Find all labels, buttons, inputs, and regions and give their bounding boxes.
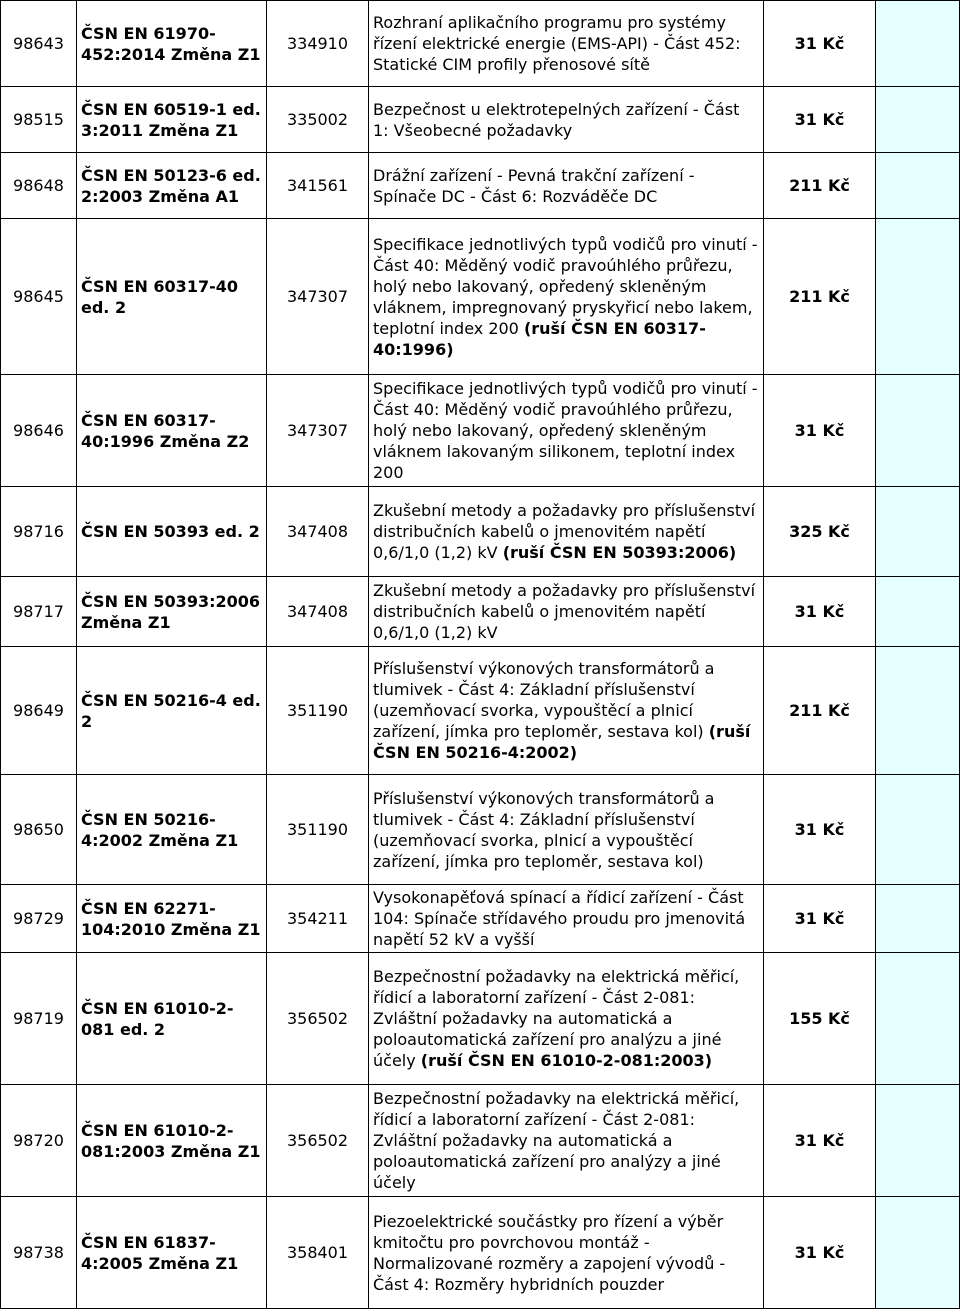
row-id: 98645 xyxy=(1,219,77,375)
table-row xyxy=(1,1197,960,1309)
description-text: Příslušenství výkonových transformátorů a tlumivek - Část 4: Základní příslušenství (uzemňovací svorka, plnicí a vypouštěcí zařízení, jímka pro teploměr, sestava kol) xyxy=(373,788,715,871)
price: 31 Kč xyxy=(764,1197,876,1309)
table-row xyxy=(1,487,960,577)
description-text: Zkušební metody a požadavky pro příslušenství distribučních kabelů o jmenovitém napětí 0,6/1,0 (1,2) kV xyxy=(373,501,756,562)
class-code: 347307 xyxy=(267,219,369,375)
price: 155 Kč xyxy=(764,953,876,1085)
empty-cell xyxy=(876,647,960,775)
description-text: Bezpečnostní požadavky na elektrická měřicí, řídicí a laboratorní zařízení - Část 2-081: Zvláštní požadavky na automatická a poloautomatická zařízení pro analýzy a jiné účely xyxy=(373,1089,740,1192)
table-row xyxy=(1,153,960,219)
table-row xyxy=(1,87,960,153)
price: 211 Kč xyxy=(764,219,876,375)
empty-cell xyxy=(876,375,960,487)
table-row xyxy=(1,953,960,1085)
row-id: 98649 xyxy=(1,647,77,775)
row-id: 98650 xyxy=(1,775,77,885)
price: 31 Kč xyxy=(764,885,876,953)
class-code: 356502 xyxy=(267,1085,369,1197)
empty-cell xyxy=(876,487,960,577)
table-row xyxy=(1,775,960,885)
description-text: Rozhraní aplikačního programu pro systémy řízení elektrické energie (EMS-API) - Část 452: Statické CIM profily přenosové sítě xyxy=(373,13,741,74)
replaces-note: (ruší ČSN EN 60317-40:1996) xyxy=(373,318,706,359)
row-id: 98643 xyxy=(1,1,77,87)
class-code: 341561 xyxy=(267,153,369,219)
description xyxy=(369,87,764,153)
empty-cell xyxy=(876,153,960,219)
description xyxy=(369,1,764,87)
standard-name: ČSN EN 61970-452:2014 Změna Z1 xyxy=(77,1,267,87)
standard-name: ČSN EN 61010-2-081 ed. 2 xyxy=(77,953,267,1085)
empty-cell xyxy=(876,1,960,87)
standard-name: ČSN EN 50216-4 ed. 2 xyxy=(77,647,267,775)
description xyxy=(369,153,764,219)
empty-cell xyxy=(876,953,960,1085)
row-id: 98719 xyxy=(1,953,77,1085)
description xyxy=(369,775,764,885)
table-row xyxy=(1,375,960,487)
table-row xyxy=(1,1085,960,1197)
row-id: 98717 xyxy=(1,577,77,647)
class-code: 356502 xyxy=(267,953,369,1085)
description-text: Drážní zařízení - Pevná trakční zařízení - Spínače DC - Část 6: Rozváděče DC xyxy=(373,165,695,206)
class-code: 335002 xyxy=(267,87,369,153)
empty-cell xyxy=(876,885,960,953)
row-id: 98738 xyxy=(1,1197,77,1309)
description xyxy=(369,577,764,647)
empty-cell xyxy=(876,219,960,375)
row-id: 98716 xyxy=(1,487,77,577)
class-code: 354211 xyxy=(267,885,369,953)
description-text: Zkušební metody a požadavky pro příslušenství distribučních kabelů o jmenovitém napětí 0,6/1,0 (1,2) kV xyxy=(373,581,756,642)
class-code: 351190 xyxy=(267,775,369,885)
class-code: 358401 xyxy=(267,1197,369,1309)
price: 31 Kč xyxy=(764,1,876,87)
price: 31 Kč xyxy=(764,1085,876,1197)
table-row xyxy=(1,219,960,375)
standard-name: ČSN EN 61010-2-081:2003 Změna Z1 xyxy=(77,1085,267,1197)
price: 325 Kč xyxy=(764,487,876,577)
description xyxy=(369,647,764,775)
row-id: 98648 xyxy=(1,153,77,219)
description xyxy=(369,885,764,953)
table-row xyxy=(1,577,960,647)
replaces-note: (ruší ČSN EN 61010-2-081:2003) xyxy=(420,1051,713,1070)
empty-cell xyxy=(876,1085,960,1197)
price: 211 Kč xyxy=(764,647,876,775)
standard-name: ČSN EN 50216-4:2002 Změna Z1 xyxy=(77,775,267,885)
price: 211 Kč xyxy=(764,153,876,219)
class-code: 347307 xyxy=(267,375,369,487)
standard-name: ČSN EN 60519-1 ed. 3:2011 Změna Z1 xyxy=(77,87,267,153)
empty-cell xyxy=(876,1197,960,1309)
table-row xyxy=(1,1,960,87)
row-id: 98729 xyxy=(1,885,77,953)
table-row xyxy=(1,647,960,775)
standard-name: ČSN EN 62271-104:2010 Změna Z1 xyxy=(77,885,267,953)
row-id: 98720 xyxy=(1,1085,77,1197)
description xyxy=(369,953,764,1085)
empty-cell xyxy=(876,577,960,647)
table-row xyxy=(1,885,960,953)
class-code: 347408 xyxy=(267,577,369,647)
description xyxy=(369,1085,764,1197)
description-text: Specifikace jednotlivých typů vodičů pro vinutí - Část 40: Měděný vodič pravoúhlého průřezu, holý nebo lakovaný, opředený skleněným vláknem, impregnovaný pryskyřicí nebo lakem, teplotní index 200 xyxy=(373,234,758,338)
standard-name: ČSN EN 61837-4:2005 Změna Z1 xyxy=(77,1197,267,1309)
description xyxy=(369,487,764,577)
description-text: Piezoelektrické součástky pro řízení a výběr kmitočtu pro povrchovou montáž - Normalizované rozměry a zapojení vývodů - Část 4: Rozměry hybridních pouzder xyxy=(373,1211,726,1294)
row-id: 98646 xyxy=(1,375,77,487)
class-code: 334910 xyxy=(267,1,369,87)
description xyxy=(369,1197,764,1309)
standard-name: ČSN EN 60317-40:1996 Změna Z2 xyxy=(77,375,267,487)
standard-name: ČSN EN 60317-40 ed. 2 xyxy=(77,219,267,375)
description-text: Vysokonapěťová spínací a řídicí zařízení - Část 104: Spínače střídavého proudu pro jmenovitá napětí 52 kV a vyšší xyxy=(373,888,746,949)
class-code: 351190 xyxy=(267,647,369,775)
row-id: 98515 xyxy=(1,87,77,153)
description-text: Specifikace jednotlivých typů vodičů pro vinutí - Část 40: Měděný vodič pravoúhlého průřezu, holý nebo lakovaný, opředený skleněným vláknem lakovaným silikonem, teplotní index 200 xyxy=(373,379,758,482)
empty-cell xyxy=(876,775,960,885)
standard-name: ČSN EN 50393:2006 Změna Z1 xyxy=(77,577,267,647)
price: 31 Kč xyxy=(764,775,876,885)
description-text: Bezpečnostní požadavky na elektrická měřicí, řídicí a laboratorní zařízení - Část 2-081: Zvláštní požadavky na automatická a poloautomatická zařízení pro analýzu a jiné účely xyxy=(373,967,740,1070)
replaces-note: (ruší ČSN EN 50393:2006) xyxy=(502,543,737,562)
description-text: Bezpečnost u elektrotepelných zařízení - Část 1: Všeobecné požadavky xyxy=(373,99,740,140)
price: 31 Kč xyxy=(764,375,876,487)
standard-name: ČSN EN 50123-6 ed. 2:2003 Změna A1 xyxy=(77,153,267,219)
replaces-note: (ruší ČSN EN 50216-4:2002) xyxy=(373,722,751,762)
description xyxy=(369,375,764,487)
class-code: 347408 xyxy=(267,487,369,577)
description-text: Příslušenství výkonových transformátorů a tlumivek - Část 4: Základní příslušenství (uzemňovací svorka, vypouštěcí a plnicí zařízení, jímka pro teploměr, sestava kol) xyxy=(373,659,715,741)
price: 31 Kč xyxy=(764,577,876,647)
price: 31 Kč xyxy=(764,87,876,153)
empty-cell xyxy=(876,87,960,153)
description xyxy=(369,219,764,375)
standard-name: ČSN EN 50393 ed. 2 xyxy=(77,487,267,577)
